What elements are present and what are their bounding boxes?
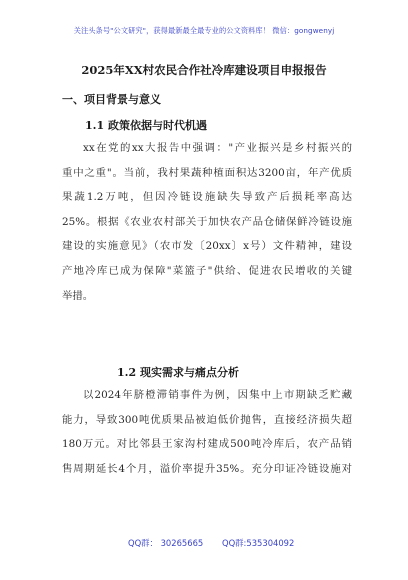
paragraph-line: 售周期延长4个月，溢价率提升35%。充分印证冷链设施对 (62, 462, 352, 475)
document-title: 2025年XX村农民合作社冷库建设项目申报报告 (81, 63, 327, 77)
paragraph-line: 重中之重"。当前，我村果蔬种植面积达3200亩，年产优质 (62, 166, 352, 179)
footer-qq-group-2: QQ群:535304092 (222, 538, 295, 548)
footer-qq-group-1: QQ群： 30265665 (128, 538, 204, 548)
subheading-policy-basis: 1.1 政策依据与时代机遇 (85, 119, 207, 132)
paragraph-line: 25%。根据《农业农村部关于加快农产品仓储保鲜冷链设施 (62, 215, 352, 228)
paragraph-line: 产地冷库已成为保障"菜篮子"供给、促进农民增收的关键 (62, 264, 352, 277)
paragraph-line: xx在党的xx大报告中强调："产业振兴是乡村振兴的 (83, 142, 352, 154)
paragraph-demand-analysis (62, 383, 352, 481)
paragraph-line: 180万元。对比邻县王家沟村建成500吨冷库后，农产品销 (62, 438, 352, 451)
paragraph-line: 举措。 (62, 289, 94, 302)
subheading-demand-analysis: 1.2 现实需求与痛点分析 (117, 366, 239, 379)
paragraph-policy-basis (62, 136, 352, 308)
footer (0, 537, 408, 549)
header-banner: 关注头条号"公文研究"，获得最新最全最专业的公文资料库！ 微信：gongwenyj (73, 26, 335, 35)
paragraph-line: 建设的实施意见》（农市发〔20xx〕x号）文件精神，建设 (62, 240, 352, 253)
paragraph-line: 能力，导致300吨优质果品被迫低价抛售，直接经济损失超 (62, 413, 352, 426)
section-heading-background: 一、项目背景与意义 (62, 93, 161, 106)
paragraph-line: 果蔬1.2万吨，但因冷链设施缺失导致产后损耗率高达 (62, 191, 352, 204)
paragraph-line: 以2024年脐橙滞销事件为例，因集中上市期缺乏贮藏 (83, 389, 352, 401)
